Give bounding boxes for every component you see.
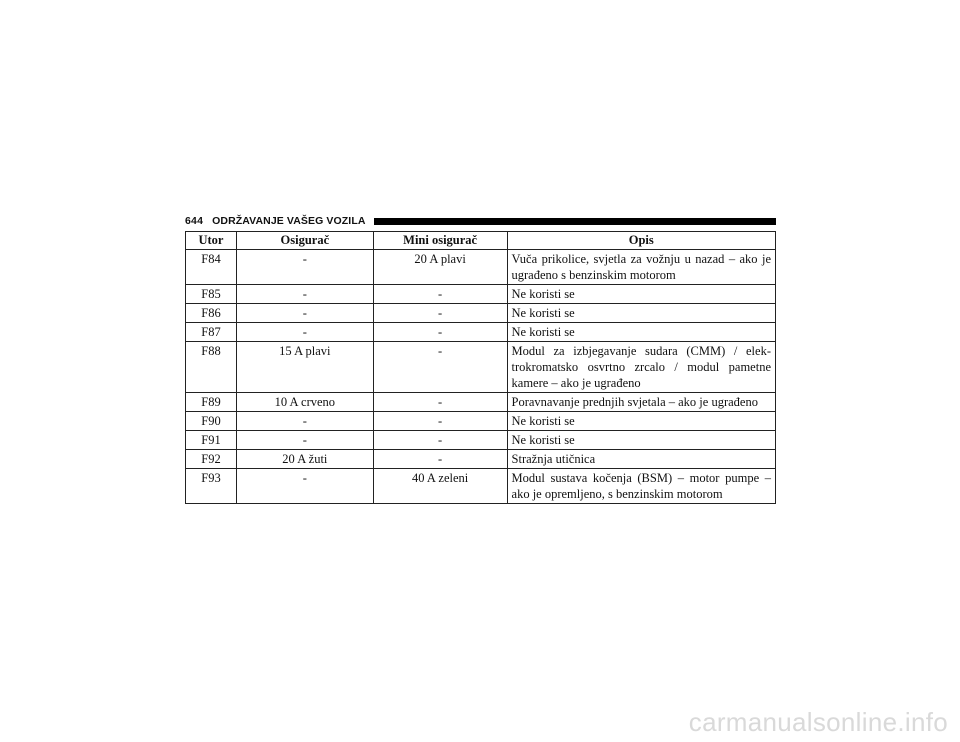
cell-description: Ne koristi se (507, 431, 775, 450)
cell-fuse: 20 A žuti (236, 450, 373, 469)
cell-description: Stražnja utičnica (507, 450, 775, 469)
watermark: carmanualsonline.info (688, 707, 948, 737)
cell-slot: F88 (186, 342, 237, 393)
cell-mini-fuse: 20 A plavi (373, 250, 507, 285)
page-header (185, 213, 776, 229)
page-number: 644 (185, 215, 204, 227)
cell-fuse: - (236, 304, 373, 323)
cell-fuse: - (236, 431, 373, 450)
cell-fuse: - (236, 469, 373, 504)
cell-description: Vuča prikolice, svjetla za vožnju u nazad – ako je ugrađeno s benzinskim motorom (507, 250, 775, 285)
cell-description: Ne koristi se (507, 304, 775, 323)
column-header-mini-fuse: Mini osigurač (373, 232, 507, 250)
section-title: ODRŽAVANJE VAŠEG VOZILA (212, 215, 366, 227)
cell-slot: F90 (186, 412, 237, 431)
cell-fuse: - (236, 323, 373, 342)
cell-fuse: - (236, 285, 373, 304)
table-row (186, 469, 776, 504)
cell-description: Ne koristi se (507, 323, 775, 342)
cell-mini-fuse: - (373, 342, 507, 393)
cell-mini-fuse: - (373, 323, 507, 342)
cell-description: Poravnavanje prednjih svjetala – ako je ugrađeno (507, 393, 775, 412)
cell-fuse: 15 A plavi (236, 342, 373, 393)
table-row (186, 393, 776, 412)
table-header-row (186, 232, 776, 250)
header-rule (374, 218, 776, 225)
cell-mini-fuse: - (373, 304, 507, 323)
cell-mini-fuse: - (373, 450, 507, 469)
table-row (186, 304, 776, 323)
table-row (186, 250, 776, 285)
cell-mini-fuse: 40 A zeleni (373, 469, 507, 504)
column-header-description: Opis (507, 232, 775, 250)
cell-slot: F92 (186, 450, 237, 469)
table-row (186, 323, 776, 342)
cell-slot: F85 (186, 285, 237, 304)
cell-description: Ne koristi se (507, 285, 775, 304)
table-row (186, 431, 776, 450)
table-row (186, 412, 776, 431)
cell-description: Ne koristi se (507, 412, 775, 431)
cell-description: Modul za izbjegavanje sudara (CMM) / elektrokromatsko osvrtno zrcalo / modul pametne kamere – ako je ugrađeno (507, 342, 775, 393)
column-header-fuse: Osigurač (236, 232, 373, 250)
fuse-table (185, 231, 776, 504)
cell-description: Modul sustava kočenja (BSM) – motor pumpe – ako je opremljeno, s benzinskim motorom (507, 469, 775, 504)
column-header-slot: Utor (186, 232, 237, 250)
table-row (186, 285, 776, 304)
cell-slot: F93 (186, 469, 237, 504)
cell-fuse: - (236, 250, 373, 285)
cell-slot: F87 (186, 323, 237, 342)
cell-mini-fuse: - (373, 431, 507, 450)
cell-slot: F89 (186, 393, 237, 412)
table-row (186, 342, 776, 393)
cell-mini-fuse: - (373, 285, 507, 304)
cell-mini-fuse: - (373, 393, 507, 412)
cell-slot: F84 (186, 250, 237, 285)
cell-mini-fuse: - (373, 412, 507, 431)
cell-slot: F91 (186, 431, 237, 450)
cell-fuse: - (236, 412, 373, 431)
cell-fuse: 10 A crveno (236, 393, 373, 412)
table-row (186, 450, 776, 469)
cell-slot: F86 (186, 304, 237, 323)
